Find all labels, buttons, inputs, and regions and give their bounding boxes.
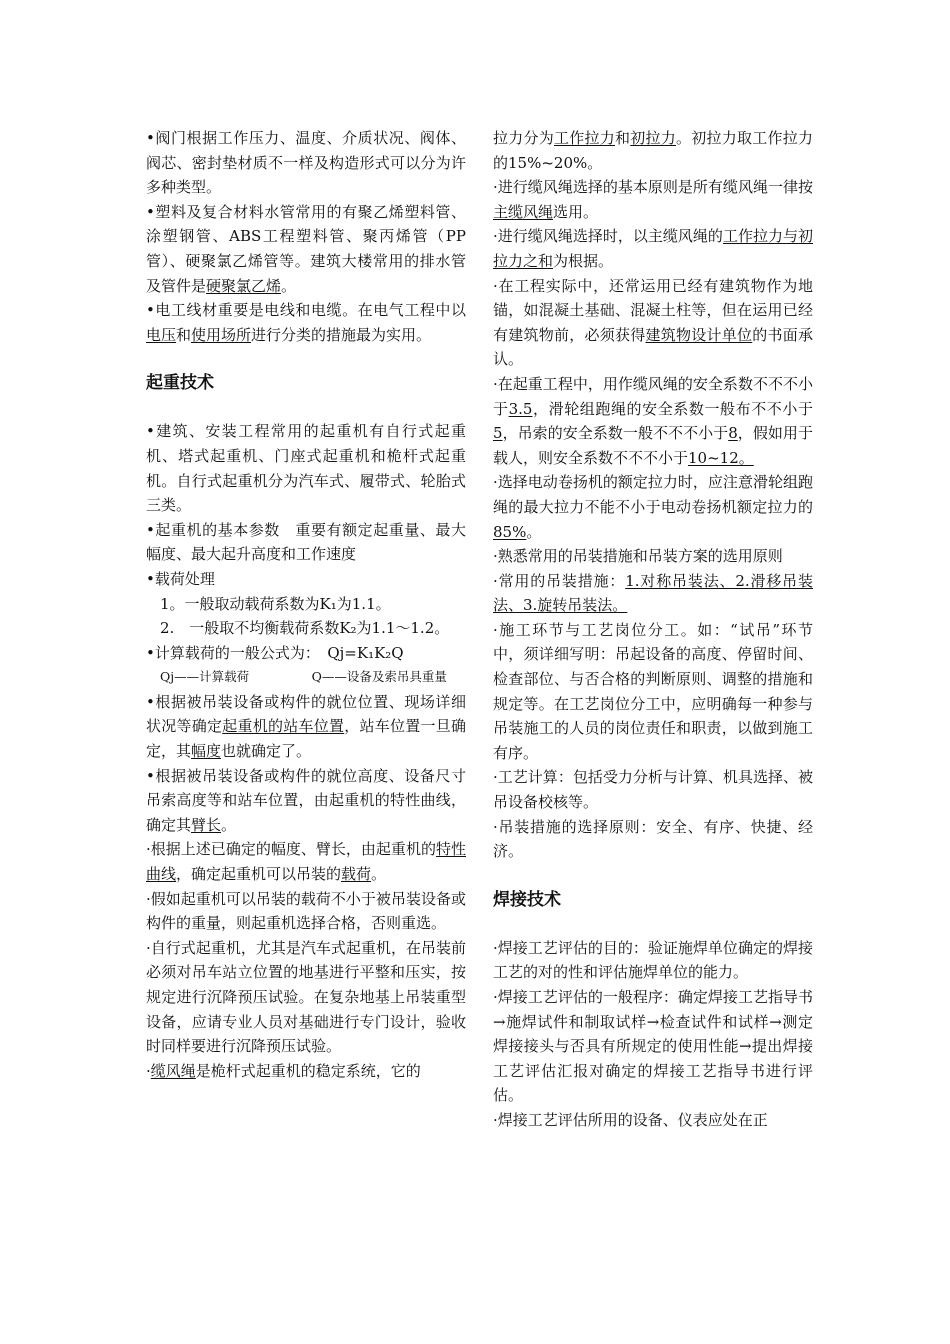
paragraph-guy-basis bbox=[493, 224, 813, 273]
underlined-term: 特性曲线 bbox=[146, 840, 466, 884]
paragraph-welding-purpose: ·焊接工艺评估的目的：验证施焊单位确定的焊接工艺的对的性和评估施焊单位的能力。 bbox=[493, 938, 813, 982]
underlined-term: 主缆风绳 bbox=[493, 202, 554, 221]
text: ·进行缆风绳选择的基本原则是所有缆风绳一律按 bbox=[493, 178, 813, 197]
text: •根据被吊装设备或构件的就位位置、现场详细状况等确定 bbox=[146, 692, 466, 736]
text: 为根据。 bbox=[553, 251, 614, 270]
text: ·在工程实际中，还常运用已经有建筑物作为地锚，如混凝土基础、混凝土柱等，但在运用已经有建筑物前，必须获得 bbox=[493, 276, 813, 344]
paragraph-construction-steps: ·施工环节与工艺岗位分工。如：“试吊”环节中，须详细写明：吊起设备的高度、停留时间、检查部位、与否合格的判断原则、调整的措施和规定等。在工艺岗位分工中，应明确每一种参与吊装施工的人员的岗位责任和职责，以做到施工有序。 bbox=[493, 620, 813, 762]
paragraph-valves bbox=[146, 126, 466, 200]
underlined-term: 幅度 bbox=[191, 742, 222, 761]
spacer bbox=[493, 864, 813, 888]
underlined-term: 初拉力 bbox=[630, 129, 676, 147]
text: •塑料及复合材料水管常用的有聚乙烯塑料管、涂塑钢管、ABS工程塑料管、聚丙烯管（PP管）、硬聚氯乙烯管等。建筑大楼常用的排水管及管件是 bbox=[146, 202, 466, 295]
underlined-term: 8 bbox=[728, 424, 738, 443]
paragraph-boom-length bbox=[146, 764, 466, 838]
spacer bbox=[493, 912, 813, 936]
section-heading-welding: 焊接技术 bbox=[493, 889, 561, 910]
paragraph-guy-tension bbox=[493, 126, 813, 175]
paragraph-mobile-crane-foundation: ·自行式起重机，尤其是汽车式起重机，在吊装前必须对吊车站立位置的地基进行平整和压实，按规定进行沉降预压试验。在复杂地基上吊装重型设备，应请专业人员对基础进行专门设计，验收时同样要进行沉降预压试验。 bbox=[146, 938, 466, 1056]
paragraph-lift-load bbox=[146, 837, 466, 886]
paragraph-plastic-pipes bbox=[146, 200, 466, 298]
paragraph-safety-factors bbox=[493, 372, 813, 470]
text: •阀门根据工作压力、温度、介质状况、阀体、阀芯、密封垫材质不一样及构造形式可以分为许多种类型。 bbox=[146, 129, 466, 197]
paragraph-welding-procedure: ·焊接工艺评估的一般程序：确定焊接工艺指导书→施焊试件和制取试样→检查试件和试样→测定焊接接头与否具有所规定的使用性能→提出焊接工艺评估汇报对确定的焊接工艺指导书进行评估。 bbox=[493, 988, 813, 1105]
text: ，站车位置一旦确定，其 bbox=[146, 717, 466, 761]
text: 。初拉力取工作拉力的15%~20%。 bbox=[493, 129, 813, 172]
underlined-term: 3.5 bbox=[508, 399, 533, 418]
text: ·进行缆风绳选择时，以主缆风绳的 bbox=[493, 227, 723, 246]
underlined-term: 硬聚氯乙烯 bbox=[206, 276, 282, 295]
paragraph-load-handling: •载荷处理 bbox=[146, 569, 215, 588]
paragraph-crane-types: •建筑、安装工程常用的起重机有自行式起重机、塔式起重机、门座式起重机和桅杆式起重机。自行式起重机分为汽车式、履带式、轮胎式三类。 bbox=[146, 422, 466, 515]
text: 。 bbox=[371, 865, 387, 884]
paragraph-station-position bbox=[146, 690, 466, 764]
underlined-term: 使用场所 bbox=[191, 325, 252, 344]
paragraph-guy-rope bbox=[146, 1059, 466, 1084]
text: ·常用的吊装措施： bbox=[493, 571, 626, 590]
text: 和 bbox=[615, 129, 631, 147]
text: •电工线材重要是电线和电缆。在电气工程中以 bbox=[146, 301, 466, 320]
paragraph-load-formula: •计算载荷的一般公式为： Qj=K₁K₂Q bbox=[146, 643, 404, 662]
underlined-term: 5 bbox=[493, 424, 503, 443]
paragraph-process-calculation: ·工艺计算：包括受力分析与计算、机具选择、被吊设备校核等。 bbox=[493, 768, 813, 812]
paragraph-lifting-methods-intro: ·熟悉常用的吊装措施和吊装方案的选用原则 bbox=[493, 547, 783, 566]
paragraph-crane-parameters: •起重机的基本参数 重要有额定起重量、最大幅度、最大起升高度和工作速度 bbox=[146, 520, 466, 564]
left-column bbox=[146, 126, 466, 1083]
right-column bbox=[493, 126, 813, 1133]
text: ，吊索的安全系数一般不不不小于 bbox=[502, 424, 729, 443]
paragraph-welding-equipment: ·焊接工艺评估所用的设备、仪表应处在正 bbox=[493, 1110, 768, 1129]
text: 和 bbox=[176, 325, 192, 344]
text: •根据被吊装设备或构件的就位高度、设备尺寸吊索高度等和站车位置，由起重机的特性曲线，确定其 bbox=[146, 766, 466, 834]
paragraph-selection-principles: ·吊装措施的选择原则：安全、有序、快捷、经济。 bbox=[493, 817, 813, 861]
text: 也就确定了。 bbox=[221, 742, 312, 761]
text: 是桅杆式起重机的稳定系统，它的 bbox=[195, 1061, 421, 1080]
paragraph-electrical-wires bbox=[146, 298, 466, 347]
text: ，假如用于载人，则安全系数不不不小于 bbox=[493, 424, 813, 467]
text: 拉力分为 bbox=[493, 129, 554, 147]
paragraph-lifting-methods bbox=[493, 569, 813, 618]
section-heading-lifting: 起重技术 bbox=[146, 373, 214, 394]
spacer bbox=[146, 395, 466, 419]
underlined-term: 起重机的站车位置 bbox=[222, 717, 345, 736]
underlined-term: 10~12。 bbox=[688, 448, 754, 467]
text: 。 bbox=[526, 522, 542, 541]
underlined-term: 建筑物设计单位 bbox=[645, 325, 753, 344]
text: · bbox=[146, 1061, 151, 1080]
text: 。 bbox=[281, 276, 297, 295]
text: 的书面承认。 bbox=[493, 325, 813, 369]
text: ，确定起重机可以吊装的 bbox=[176, 865, 342, 884]
underlined-term: 工作拉力与初拉力之和 bbox=[493, 227, 813, 270]
text: ·选择电动卷扬机的额定拉力时，应注意滑轮组跑绳的最大拉力不能不小于电动卷扬机额定拉力的 bbox=[493, 473, 813, 516]
paragraph-uneven-load: 2. 一般取不均衡载荷系数K₂为1.1～1.2。 bbox=[160, 619, 450, 638]
spacer bbox=[146, 347, 466, 371]
underlined-term: 工作拉力 bbox=[554, 129, 615, 147]
text: ·在起重工程中，用作缆风绳的安全系数不不不小于 bbox=[493, 374, 813, 418]
underlined-term: 臂长 bbox=[191, 815, 222, 834]
underlined-term: 缆风绳 bbox=[150, 1061, 196, 1080]
paragraph-crane-selection: ·假如起重机可以吊装的载荷不小于被吊装设备或构件的重量，则起重机选择合格，否则重选。 bbox=[146, 889, 466, 933]
paragraph-formula-legend: Qj——计算载荷 Q——设备及索吊具重量 bbox=[160, 669, 447, 685]
text: ，滑轮组跑绳的安全系数一般布不不小于 bbox=[532, 399, 813, 418]
paragraph-guy-principle bbox=[493, 175, 813, 224]
underlined-term: 85% bbox=[493, 522, 527, 541]
underlined-term: 1.对称吊装法、2.滑移吊装法、3.旋转吊装法。 bbox=[493, 571, 814, 615]
text: 进行分类的措施最为实用。 bbox=[251, 325, 432, 344]
underlined-term: 载荷 bbox=[341, 865, 372, 884]
text: ·根据上述已确定的幅度、臂长，由起重机的 bbox=[146, 840, 436, 859]
paragraph-dynamic-load: 1。一般取动载荷系数为K₁为1.1。 bbox=[160, 594, 391, 613]
paragraph-ground-anchor bbox=[493, 274, 813, 372]
text: 。 bbox=[221, 815, 237, 834]
text: 选用。 bbox=[553, 202, 599, 221]
underlined-term: 电压 bbox=[146, 325, 177, 344]
paragraph-winch bbox=[493, 470, 813, 544]
